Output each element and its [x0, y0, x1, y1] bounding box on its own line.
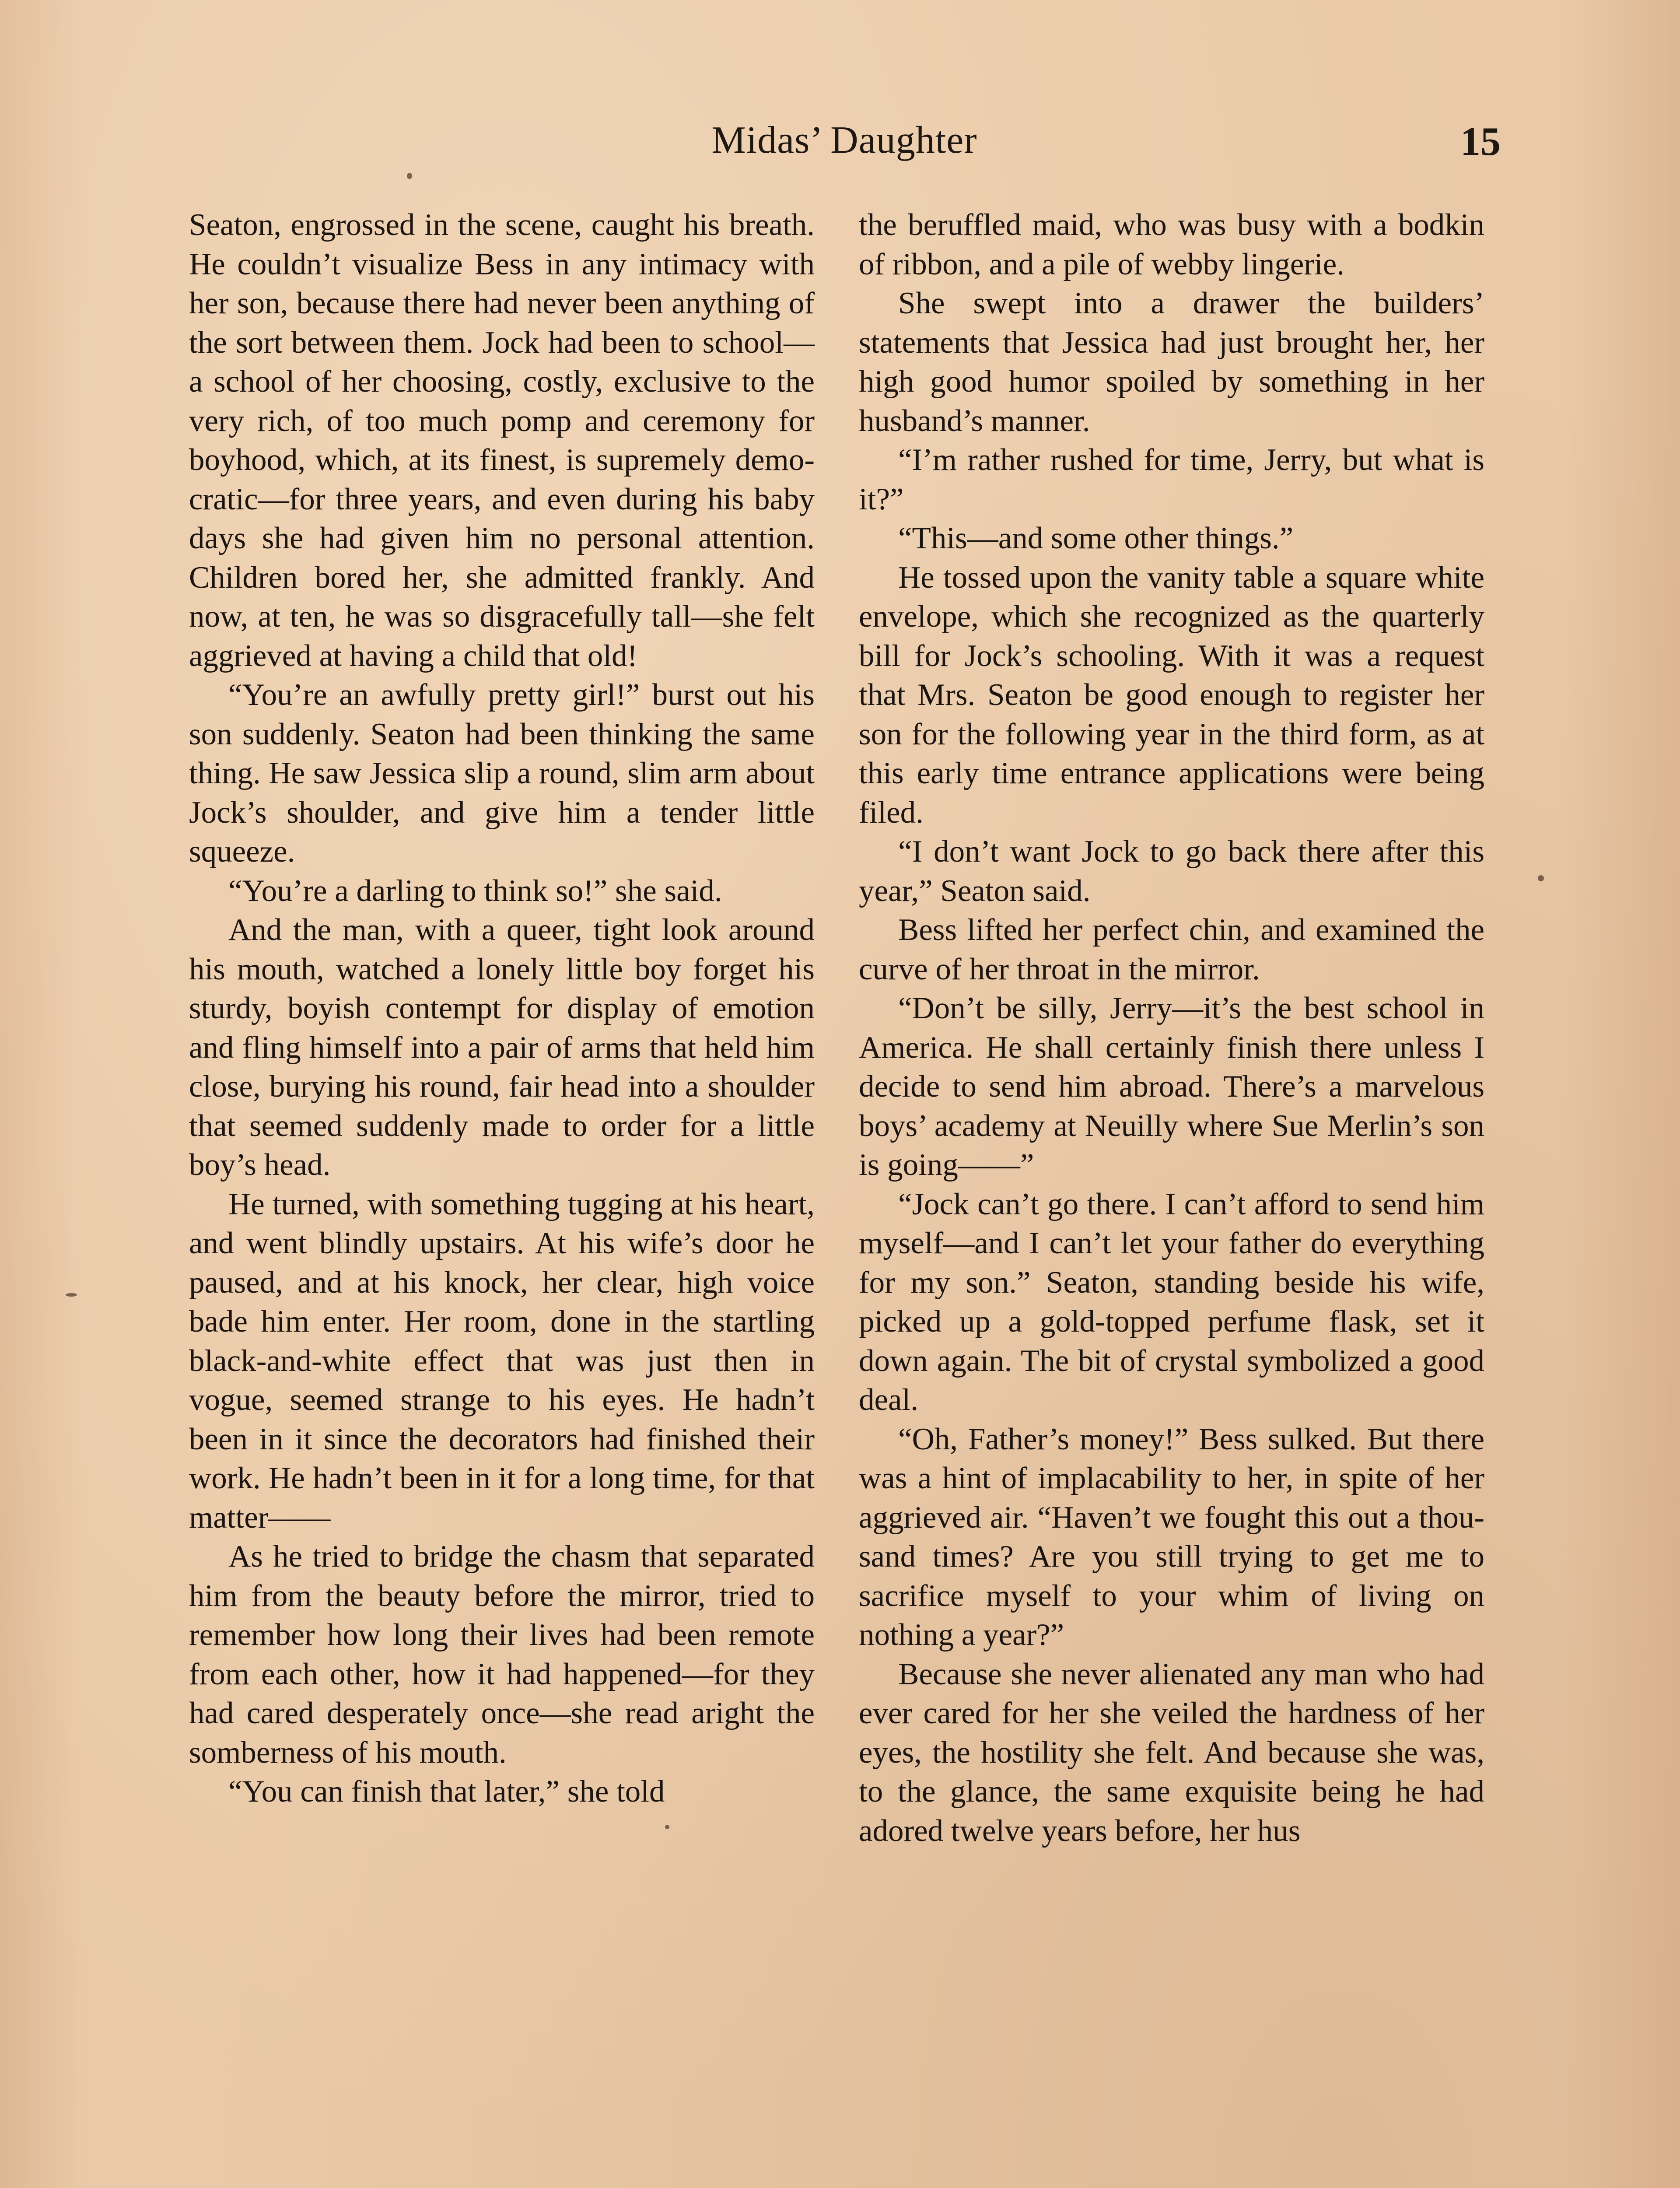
- paragraph: “You can finish that later,” she told: [228, 1774, 665, 1809]
- paragraph: She swept into a drawer the builders’ statements that Jessica had just brought her, her high good humor spoiled by something in her husband’s manner.: [859, 286, 1484, 438]
- paragraph: “You’re an awfully pretty girl!” burst out his son suddenly. Seaton had been thinking the same thing. He saw Jessica slip a round, slim arm about Jock’s shoulder, and give him a tender little squeeze.: [189, 678, 815, 869]
- right-column: [859, 206, 1484, 1851]
- paragraph: “Jock can’t go there. I can’t afford to send him myself—and I can’t let your father do everything for my son.” Seaton, standing beside his wife, picked up a gold-topped perfume flask, set it down again. The bit of crystal symbolized a good deal.: [859, 1187, 1484, 1417]
- paragraph: “You’re a darling to think so!” she said.: [228, 873, 722, 908]
- paragraph: Bess lifted her perfect chin, and examined the curve of her throat in the mirror.: [859, 913, 1484, 986]
- running-title: Midas’ Daughter: [711, 119, 977, 161]
- paragraph: the beruffled maid, who was busy with a bodkin of ribbon, and a pile of webby lingerie.: [859, 208, 1484, 281]
- paper-speck: [407, 173, 412, 179]
- paragraph: “This—and some other things.”: [898, 521, 1294, 555]
- paragraph: He turned, with something tugging at his heart, and went blindly upstairs. At his wife’s door he paused, and at his knock, her clear, high voice bade him enter. Her room, done in the startling black-and-white effect that was just then in vogue, seemed strange to his eyes. He hadn’t been in it since the decorators had finished their work. He hadn’t been in it for a long time, for that matter——: [189, 1187, 815, 1535]
- paragraph: “I don’t want Jock to go back there after this year,” Seaton said.: [859, 835, 1484, 908]
- paragraph: As he tried to bridge the chasm that separated him from the beauty before the mirror, tried to remember how long their lives had been remote from each other, how it had happened—for they had cared desperately once—she read aright the somberness of his mouth.: [189, 1539, 815, 1770]
- page-number: 15: [1460, 119, 1501, 164]
- paragraph: “Don’t be silly, Jerry—it’s the best school in America. He shall certainly finish there unless I decide to send him abroad. There’s a marvelous boys’ academy at Neuilly where Sue Merlin’s son is going——”: [859, 991, 1484, 1182]
- paragraph: Because she never alienated any man who had ever cared for her she veiled the hardness of her eyes, the hostility she felt. And because she was, to the glance, the same exquisite being he had adored twelve years before, her hus: [859, 1657, 1484, 1848]
- paper-speck: [66, 1293, 77, 1297]
- paragraph: “Oh, Father’s money!” Bess sulked. But there was a hint of implacability to her, in spite of her aggrieved air. “Haven’t we fought this out a thousand times? Are you still trying to get me to sacrifice myself to your whim of living on nothing a year?”: [859, 1422, 1484, 1652]
- paragraph: “I’m rather rushed for time, Jerry, but what is it?”: [859, 443, 1484, 516]
- left-column: [189, 206, 815, 1812]
- paragraph: He tossed upon the vanity table a square white envelope, which she recognized as the quarterly bill for Jock’s schooling. With it was a request that Mrs. Seaton be good enough to register her son for the following year in the third form, as at this early time entrance applications were being filed.: [859, 560, 1484, 830]
- paper-speck: [665, 1825, 669, 1829]
- running-head: [188, 118, 1501, 175]
- paper-speck: [1538, 875, 1544, 881]
- paragraph: And the man, with a queer, tight look around his mouth, watched a lonely little boy forget his sturdy, boyish contempt for display of emotion and fling himself into a pair of arms that held him close, burying his round, fair head into a shoulder that seemed suddenly made to order for a little boy’s head.: [189, 913, 815, 1182]
- paragraph: Seaton, engrossed in the scene, caught his breath. He couldn’t visualize Bess in any intimacy with her son, because there had never been anything of the sort between them. Jock had been to school—a school of her choosing, costly, exclusive to the very rich, of too much pomp and ceremony for boyhood, which, at its finest, is supremely democratic—for three years, and even during his baby days she had given him no personal attention. Children bored her, she admitted frankly. And now, at ten, he was so disgracefully tall—she felt aggrieved at having a child that old!: [189, 208, 815, 673]
